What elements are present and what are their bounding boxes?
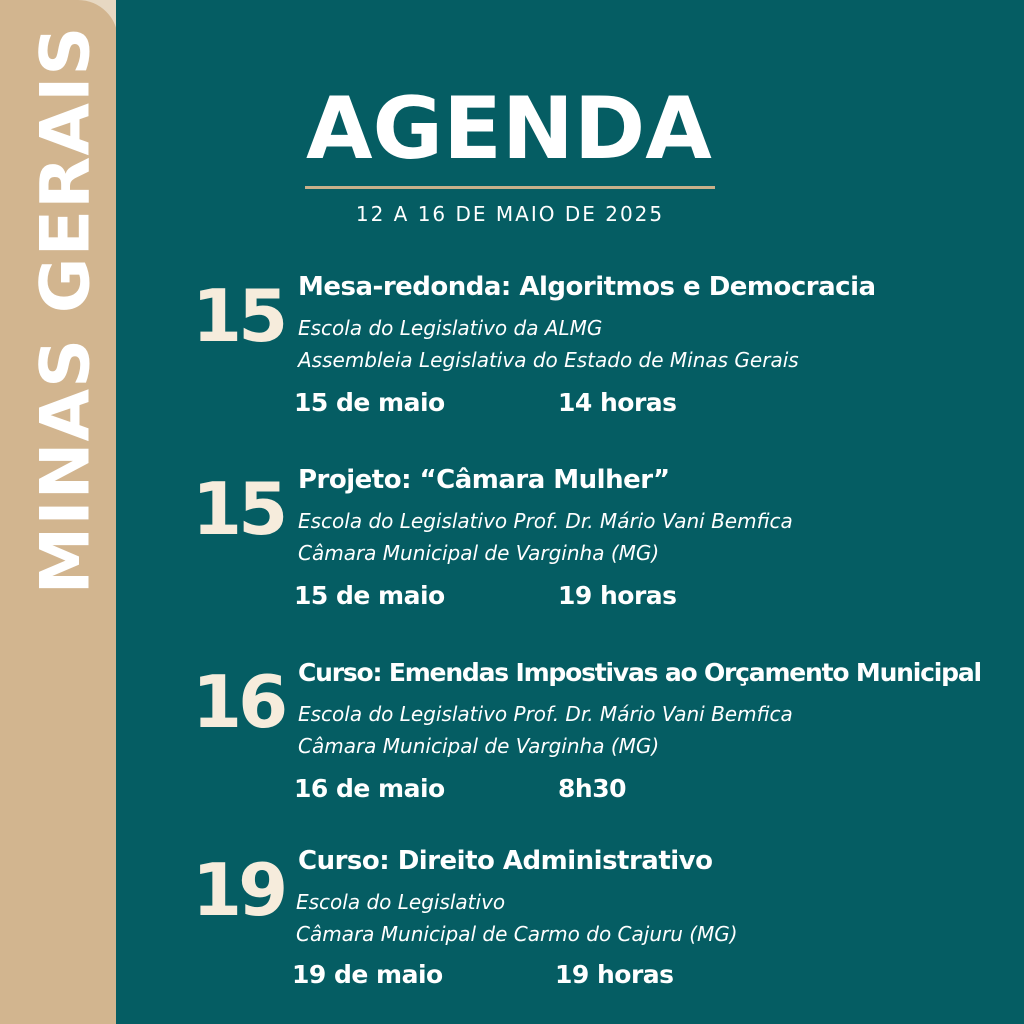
event-item bbox=[0, 846, 1024, 1014]
side-label: MINAS GERAIS bbox=[26, 25, 106, 595]
event-item bbox=[0, 465, 1024, 633]
event-organizer: Escola do Legislativo bbox=[296, 890, 506, 914]
event-date: 16 de maio bbox=[294, 774, 445, 803]
agenda-date-range: 12 A 16 DE MAIO DE 2025 bbox=[355, 202, 665, 226]
event-day: 15 bbox=[192, 467, 285, 551]
event-venue: Câmara Municipal de Carmo do Cajuru (MG) bbox=[296, 922, 738, 946]
event-venue: Assembleia Legislativa do Estado de Minas Gerais bbox=[298, 348, 799, 372]
event-time: 8h30 bbox=[558, 774, 626, 803]
event-time: 19 horas bbox=[555, 960, 674, 989]
event-venue: Câmara Municipal de Varginha (MG) bbox=[298, 734, 660, 758]
event-date: 19 de maio bbox=[292, 960, 443, 989]
event-time: 19 horas bbox=[558, 581, 677, 610]
event-date: 15 de maio bbox=[294, 581, 445, 610]
event-day: 19 bbox=[192, 848, 285, 932]
agenda-title: AGENDA bbox=[306, 79, 712, 179]
event-item bbox=[0, 272, 1024, 440]
event-organizer: Escola do Legislativo Prof. Dr. Mário Vani Bemfica bbox=[298, 509, 793, 533]
event-title: Curso: Direito Administrativo bbox=[298, 846, 713, 876]
event-organizer: Escola do Legislativo Prof. Dr. Mário Vani Bemfica bbox=[298, 702, 793, 726]
event-title: Curso: Emendas Impostivas ao Orçamento Municipal bbox=[298, 658, 981, 687]
event-title: Projeto: “Câmara Mulher” bbox=[298, 465, 670, 495]
event-time: 14 horas bbox=[558, 388, 677, 417]
event-day: 16 bbox=[192, 660, 285, 744]
title-divider bbox=[305, 186, 715, 189]
event-organizer: Escola do Legislativo da ALMG bbox=[298, 316, 603, 340]
event-venue: Câmara Municipal de Varginha (MG) bbox=[298, 541, 660, 565]
event-date: 15 de maio bbox=[294, 388, 445, 417]
event-title: Mesa-redonda: Algoritmos e Democracia bbox=[298, 272, 876, 302]
event-day: 15 bbox=[192, 274, 285, 358]
event-item bbox=[0, 658, 1024, 826]
